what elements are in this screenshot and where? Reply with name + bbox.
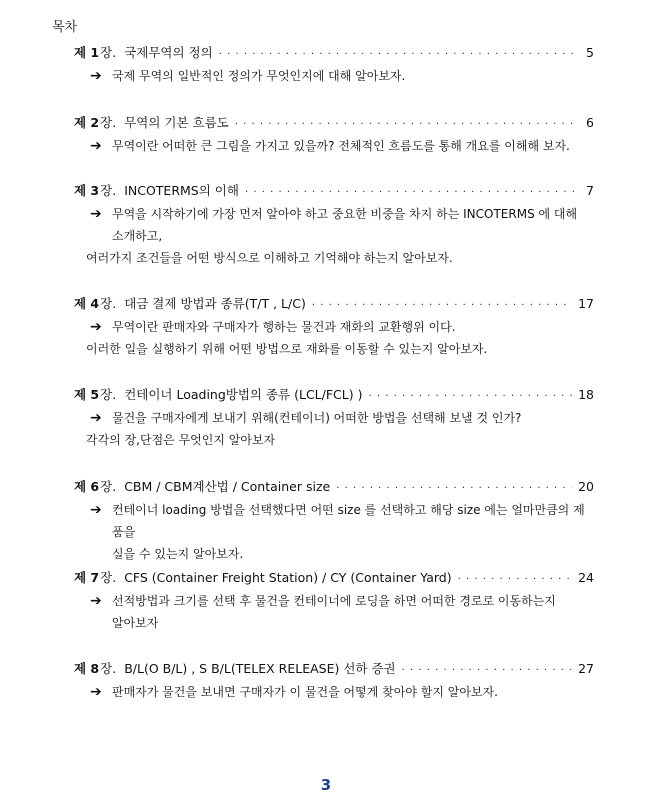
dot-leader xyxy=(402,662,572,680)
toc-entry-chapter-8[interactable] xyxy=(74,660,594,703)
arrow-right-icon: ➔ xyxy=(90,206,102,222)
dot-leader xyxy=(336,480,572,498)
chapter-description xyxy=(90,135,594,157)
chapter-page-number: 6 xyxy=(586,115,594,130)
chapter-number: 제 2 xyxy=(74,115,100,130)
chapter-page-number: 17 xyxy=(578,296,594,311)
chapter-title: CFS (Container Freight Station) / CY (Container Yard) xyxy=(124,570,452,585)
chapter-description-continued: 이러한 일을 실행하기 위해 어떤 방법으로 재화를 이동할 수 있는지 알아보자. xyxy=(86,342,488,356)
chapter-description-text: 물건을 구매자에게 보내기 위해(컨테이너) 어떠한 방법을 선택해 보낼 것 인가? xyxy=(112,411,522,425)
dot-leader xyxy=(245,184,574,202)
chapter-number: 제 1 xyxy=(74,45,100,60)
dot-leader xyxy=(235,116,574,134)
chapter-description xyxy=(90,407,594,429)
toc-entry-chapter-1[interactable] xyxy=(74,44,594,87)
chapter-suffix: 장. xyxy=(100,387,117,402)
chapter-description xyxy=(90,681,594,703)
toc-entry-chapter-7[interactable] xyxy=(74,569,594,634)
toc-entry-chapter-2[interactable] xyxy=(74,114,594,157)
chapter-description-text: 무역이란 판매자와 구매자가 행하는 물건과 재화의 교환행위 이다. xyxy=(112,320,456,334)
page-number: 3 xyxy=(320,776,332,794)
chapter-description-text: 판매자가 물건을 보내면 구매자가 이 물건을 어떻게 찾아야 할지 알아보자. xyxy=(112,685,498,699)
arrow-right-icon: ➔ xyxy=(90,684,102,700)
chapter-suffix: 장. xyxy=(100,183,117,198)
chapter-title: 대금 결제 방법과 종류(T/T , L/C) xyxy=(124,296,306,311)
chapter-suffix: 장. xyxy=(100,479,117,494)
chapter-description-text: 국제 무역의 일반적인 정의가 무엇인지에 대해 알아보자. xyxy=(112,69,406,83)
page-title: 목차 xyxy=(52,20,78,35)
chapter-suffix: 장. xyxy=(100,45,117,60)
arrow-right-icon: ➔ xyxy=(90,319,102,335)
chapter-suffix: 장. xyxy=(100,570,117,585)
chapter-number: 제 8 xyxy=(74,661,100,676)
chapter-title: INCOTERMS의 이해 xyxy=(124,183,239,198)
dot-leader xyxy=(312,297,572,315)
chapter-number: 제 4 xyxy=(74,296,100,311)
chapter-title: 국제무역의 정의 xyxy=(124,45,213,60)
chapter-description xyxy=(90,590,594,634)
chapter-description-text: 무역이란 어떠한 큰 그림을 가지고 있을까? 전체적인 흐름도를 통해 개요를 이해해 보자. xyxy=(112,139,570,153)
dot-leader xyxy=(458,571,572,589)
chapter-page-number: 18 xyxy=(578,387,594,402)
chapter-number: 제 6 xyxy=(74,479,100,494)
dot-leader xyxy=(368,388,572,406)
chapter-page-number: 5 xyxy=(586,45,594,60)
chapter-number: 제 7 xyxy=(74,570,100,585)
chapter-number: 제 5 xyxy=(74,387,100,402)
chapter-title: 컨테이너 Loading방법의 종류 (LCL/FCL) ) xyxy=(124,387,363,402)
chapter-page-number: 24 xyxy=(578,570,594,585)
chapter-description-text: 무역을 시작하기에 가장 먼저 알아야 하고 중요한 비중을 차지 하는 INCOTERMS 에 대해 소개하고, xyxy=(112,207,578,243)
chapter-suffix: 장. xyxy=(100,115,117,130)
toc-entry-chapter-3[interactable] xyxy=(74,182,594,269)
arrow-right-icon: ➔ xyxy=(90,138,102,154)
chapter-description xyxy=(90,499,594,565)
arrow-right-icon: ➔ xyxy=(90,502,102,518)
toc-entry-chapter-4[interactable] xyxy=(74,295,594,360)
chapter-page-number: 20 xyxy=(578,479,594,494)
chapter-title: B/L(O B/L) , S B/L(TELEX RELEASE) 선하 증권 xyxy=(124,661,396,676)
arrow-right-icon: ➔ xyxy=(90,593,102,609)
toc-entry-chapter-6[interactable] xyxy=(74,478,594,565)
arrow-right-icon: ➔ xyxy=(90,410,102,426)
chapter-description xyxy=(90,316,594,338)
chapter-title: CBM / CBM계산법 / Container size xyxy=(124,479,331,494)
dot-leader xyxy=(219,46,574,64)
chapter-page-number: 27 xyxy=(578,661,594,676)
chapter-description-continued: 각각의 장,단점은 무엇인지 알아보자 xyxy=(86,433,276,447)
chapter-title: 무역의 기본 흐름도 xyxy=(124,115,229,130)
chapter-description xyxy=(90,203,594,247)
chapter-description xyxy=(90,65,594,87)
chapter-suffix: 장. xyxy=(100,661,117,676)
chapter-page-number: 7 xyxy=(586,183,594,198)
chapter-description-continued: 여러가지 조건들을 어떤 방식으로 이해하고 기억해야 하는지 알아보자. xyxy=(86,251,453,265)
chapter-description-text: 컨테이너 loading 방법을 선택했다면 어떤 size 를 선택하고 해당 size 에는 얼마만큼의 제품을 실을 수 있는지 알아보자. xyxy=(112,503,585,561)
chapter-number: 제 3 xyxy=(74,183,100,198)
chapter-description-text: 선적방법과 크기를 선택 후 물건을 컨테이너에 로딩을 하면 어떠한 경로로 이동하는지 알아보자 xyxy=(112,594,556,630)
arrow-right-icon: ➔ xyxy=(90,68,102,84)
chapter-suffix: 장. xyxy=(100,296,117,311)
toc-entry-chapter-5[interactable] xyxy=(74,386,594,451)
